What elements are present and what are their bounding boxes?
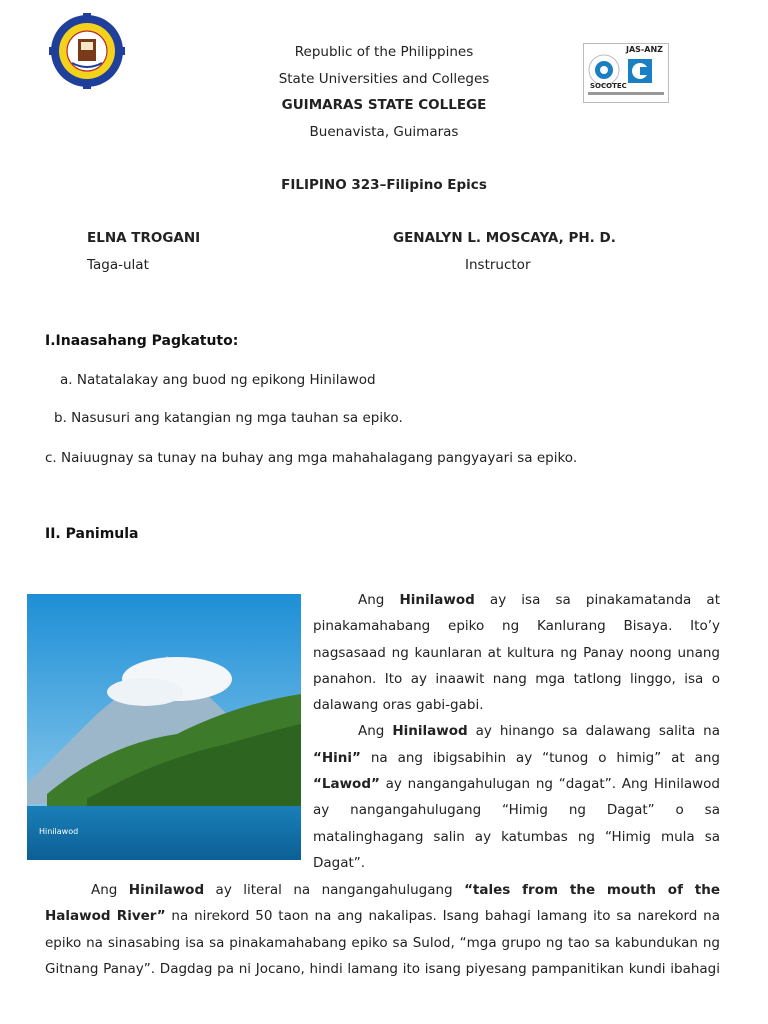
p2-line1: Ang Hinilawod ay hinango sa dalawang salita na	[358, 723, 721, 740]
p1-line1: Ang Hinilawod ay isa sa pinakamatanda at	[358, 592, 720, 608]
course-title: FILIPINO 323–Filipino Epics	[281, 177, 487, 193]
header-republic: Republic of the Philippines	[294, 44, 474, 60]
p1-line2: pinakamahabang epiko ng Kanlurang Bisaya. Ito’y	[313, 618, 720, 635]
p3-line3: epiko na sinasabing isa sa pinakamahabang epiko sa Sulod, “mga grupo ng tao sa kabundukan ng	[45, 934, 720, 951]
section-objectives-title: I.Inaasahang Pagkatuto:	[45, 333, 239, 349]
p2-line2: “Hini” na ang ibigsabihin ay “tunog o himig” at ang	[313, 749, 720, 766]
p1-line5: dalawang oras gabi-gabi.	[313, 697, 484, 714]
objective-a: a. Natatalakay ang buod ng epikong Hinilawod	[60, 372, 376, 388]
p3-line4: Gitnang Panay”. Dagdag pa ni Jocano, hindi lamang ito isang piyesang pampanitikan kundi ibahagi	[45, 960, 720, 977]
header-suc: State Universities and Colleges	[278, 71, 490, 87]
objective-b: b. Nasusuri ang katangian ng mga tauhan sa epiko.	[54, 410, 403, 426]
hinilawod-landscape-image	[27, 594, 301, 860]
reporter-role: Taga-ulat	[87, 257, 149, 273]
section-introduction-title: II. Panimula	[45, 526, 139, 542]
image-watermark: Hinilawod	[39, 827, 79, 836]
p3-line1: Ang Hinilawod ay literal na nangangahulugang “tales from the mouth of the	[91, 882, 721, 898]
intro-paragraph-right	[313, 587, 720, 876]
p2-line6: Dagat”.	[313, 854, 366, 871]
objective-c: c. Naiuugnay sa tunay na buhay ang mga mahahalagang pangyayari sa epiko.	[45, 450, 578, 466]
reporter-name: ELNA TROGANI	[87, 230, 201, 246]
p3-line2: Halawod River” na nirekord 50 taon na ang nakalipas. Isang bahagi lamang ito sa narekord na	[45, 908, 721, 925]
p2-line3: “Lawod” ay nangangahulugan ng “dagat”. Ang Hinilawod	[313, 776, 720, 793]
p2-line4: ay nangangahulugang “Himig ng Dagat” o sa	[313, 802, 720, 819]
p1-line3: nagsasaad ng kaunlaran at kultura ng Panay noong unang	[313, 644, 720, 661]
cert-socotec-label: SOCOTEC	[590, 82, 627, 90]
instructor-role: Instructor	[465, 257, 531, 273]
header-college-name: GUIMARAS STATE COLLEGE	[281, 97, 487, 113]
p2-line5: matalinghagang salin ay katumbas ng “Himig mula sa	[313, 828, 720, 845]
cert-jas-anz-label: JAS-ANZ	[626, 45, 663, 54]
p1-line4: panahon. Ito ay inaawit nang mga tatlong linggo, isa o	[313, 670, 720, 687]
header-location: Buenavista, Guimaras	[309, 124, 459, 140]
instructor-name: GENALYN L. MOSCAYA, PH. D.	[393, 230, 616, 246]
intro-paragraph-full	[45, 877, 720, 982]
